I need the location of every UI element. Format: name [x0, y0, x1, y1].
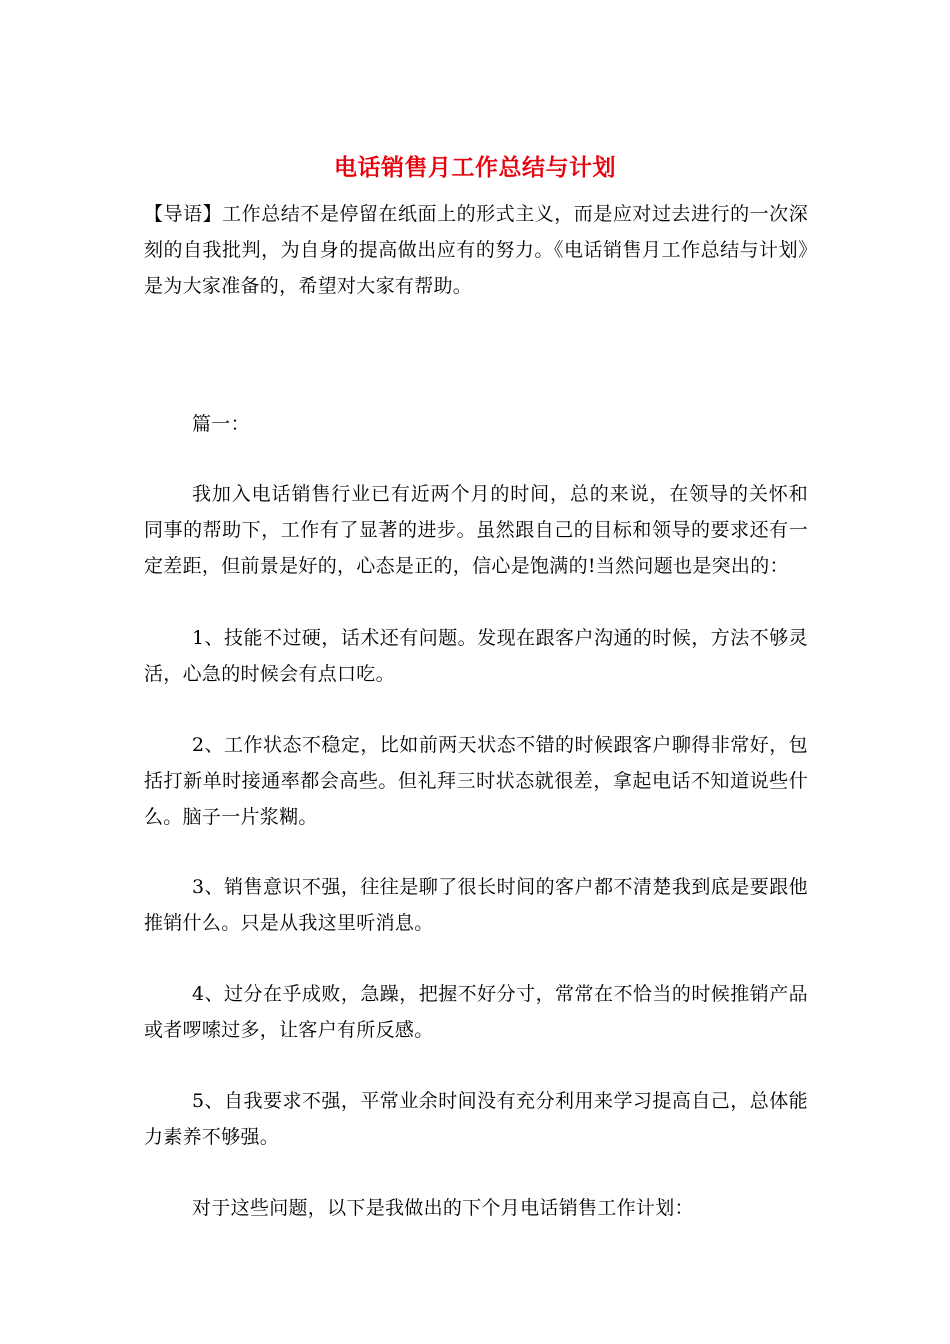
body-paragraph-plan-intro: 对于这些问题，以下是我做出的下个月电话销售工作计划： [192, 1197, 694, 1219]
section-heading: 篇一： [192, 413, 250, 435]
body-paragraph-item-1: 1、技能不过硬，话术还有问题。发现在跟客户沟通的时候，方法不够灵活，心急的时候会有点口吃。 [144, 627, 808, 685]
body-paragraph-item-4: 4、过分在乎成败，急躁，把握不好分寸，常常在不恰当的时候推销产品或者啰嗦过多，让客户有所反感。 [144, 983, 808, 1041]
body-paragraph-item-2: 2、工作状态不稳定，比如前两天状态不错的时候跟客户聊得非常好，包括打新单时接通率都会高些。但礼拜三时状态就很差，拿起电话不知道说些什么。脑子一片浆糊。 [144, 734, 808, 828]
body-paragraph-item-3: 3、销售意识不强，往往是聊了很长时间的客户都不清楚我到底是要跟他推销什么。只是从我这里听消息。 [144, 876, 808, 934]
body-paragraph-overview: 我加入电话销售行业已有近两个月的时间，总的来说，在领导的关怀和同事的帮助下，工作有了显著的进步。虽然跟自己的目标和领导的要求还有一定差距，但前景是好的，心态是正的，信心是饱满的!当然问题也是突出的： [144, 483, 808, 577]
intro-paragraph: 【导语】工作总结不是停留在纸面上的形式主义，而是应对过去进行的一次深刻的自我批判，为自身的提高做出应有的努力。《电话销售月工作总结与计划》是为大家准备的，希望对大家有帮助。 [144, 203, 808, 297]
body-paragraph-item-5: 5、自我要求不强，平常业余时间没有充分利用来学习提高自己，总体能力素养不够强。 [144, 1090, 808, 1148]
document-title: 电话销售月工作总结与计划 [334, 154, 616, 181]
